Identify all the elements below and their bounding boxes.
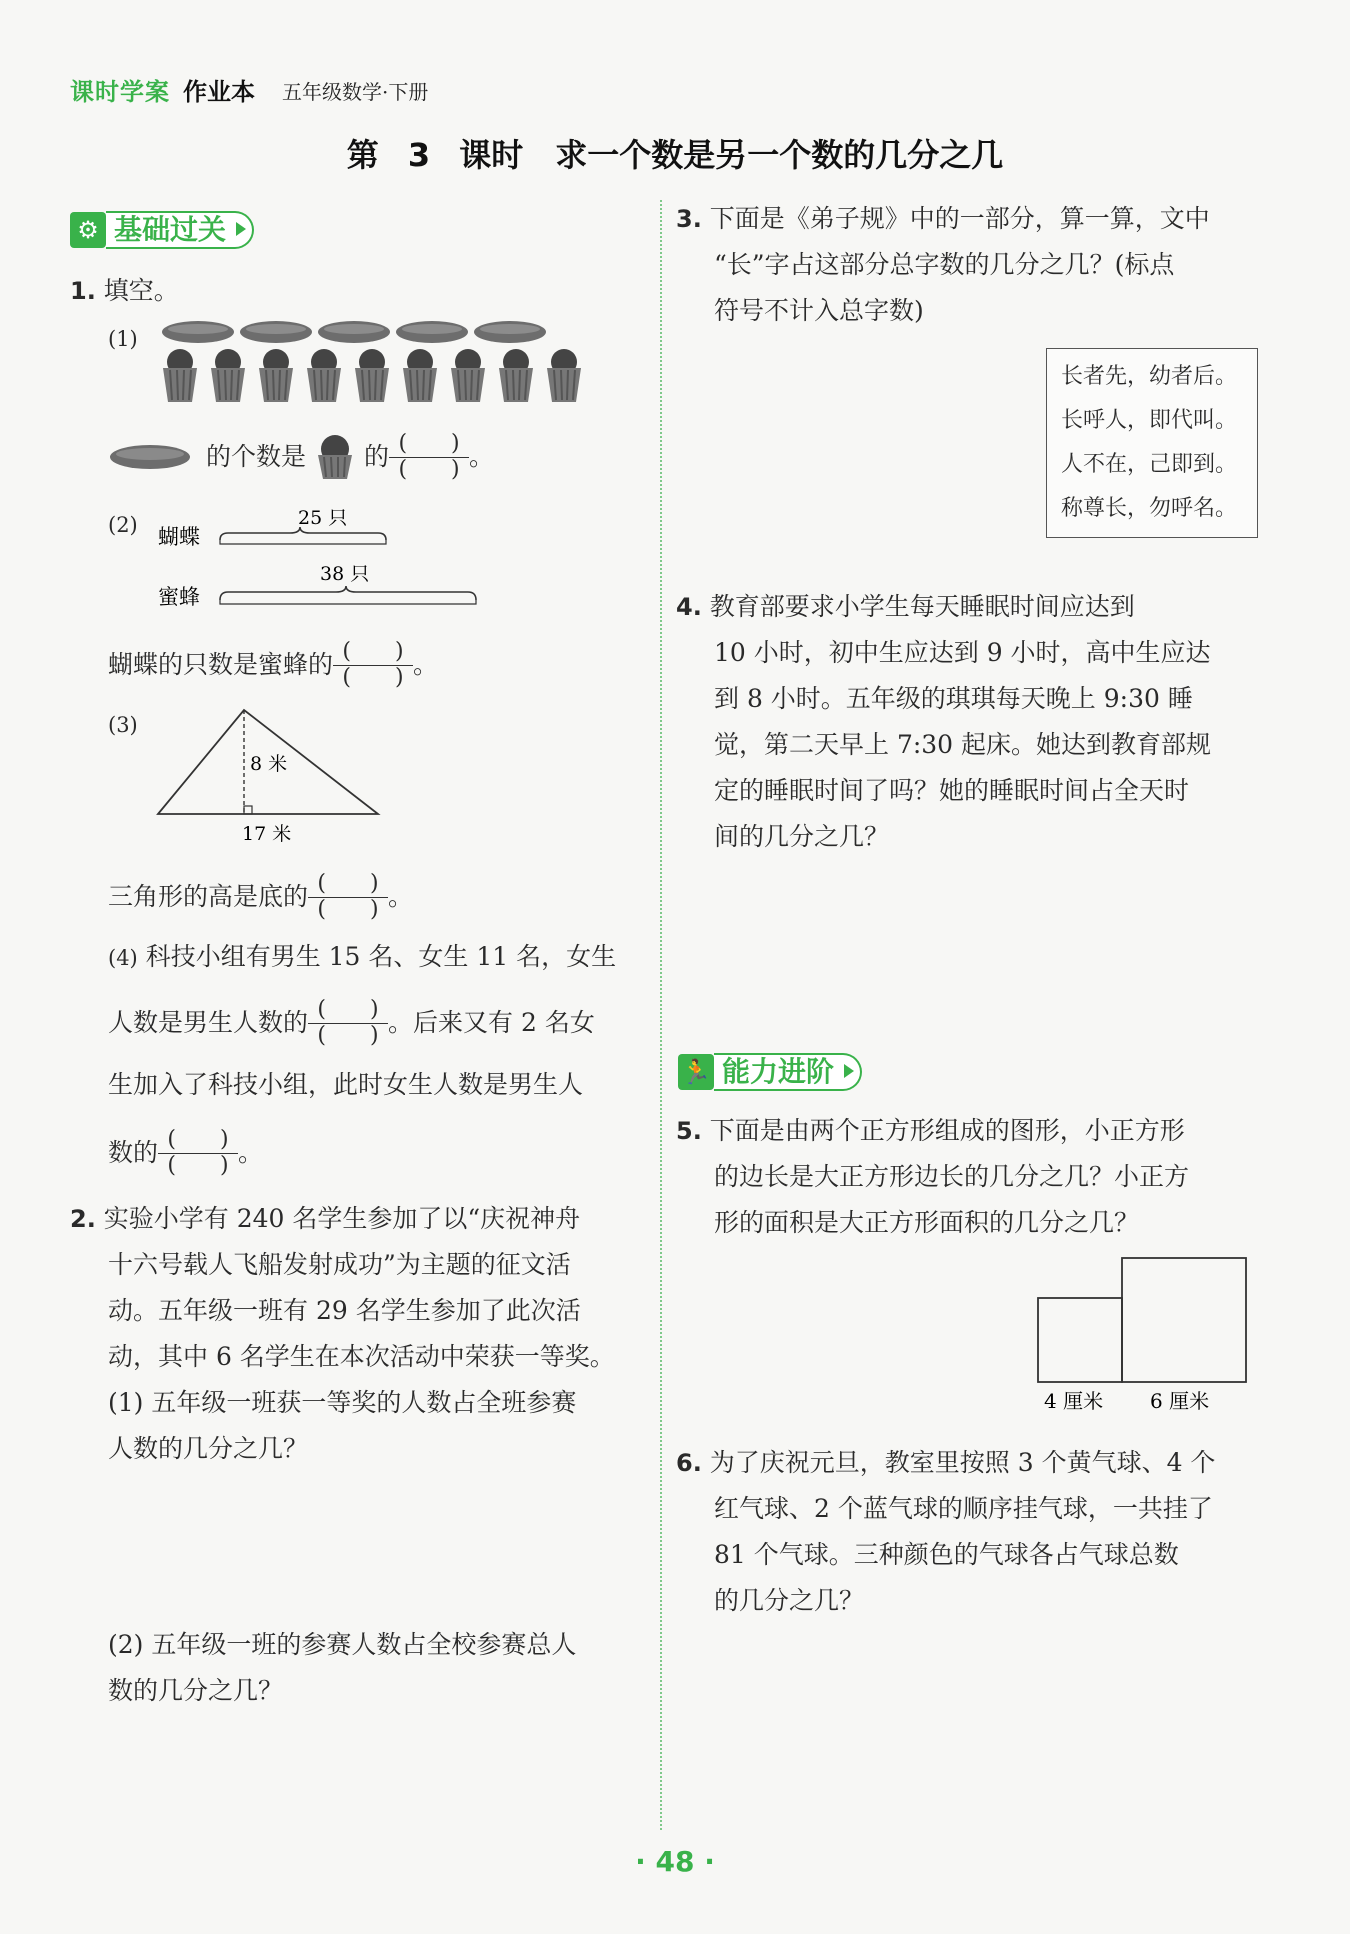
- poem-line: 人不在，己即到。: [1061, 452, 1238, 477]
- q4-number: 4.: [676, 593, 702, 621]
- muffin-icon: [355, 349, 389, 402]
- answer-fraction-4[interactable]: $\frac{( )}{( )}$: [308, 998, 388, 1048]
- page-number: · 48 ·: [635, 1845, 715, 1878]
- label-bee: 蜜蜂: [158, 585, 200, 609]
- muffin-icon: [211, 349, 245, 402]
- q3-number: 3.: [676, 205, 702, 233]
- muffin-icon: [307, 349, 341, 402]
- q1-p1-label: (1): [108, 327, 138, 351]
- label-38: 38 只: [320, 563, 370, 585]
- poem-line: 称尊长，勿呼名。: [1061, 496, 1238, 521]
- q5-number: 5.: [676, 1117, 702, 1145]
- muffin-icon: [451, 349, 485, 402]
- large-square-label: 6 厘米: [1150, 1389, 1210, 1413]
- small-square-label: 4 厘米: [1044, 1389, 1104, 1413]
- q6-text: 6. 为了庆祝元旦，教室里按照 3 个黄气球、4 个 红气球、2 个蓝气球的顺序挂气球，一共挂了 81 个气球。三种颜色的气球各占气球总数 的几分之几？: [676, 1448, 1216, 1615]
- muffin-icon: [547, 349, 581, 402]
- q1-p3-question: 三角形的高是底的 $\frac{( )}{( )}$ 。: [108, 871, 414, 922]
- q6-number: 6.: [676, 1449, 702, 1477]
- muffin-icon: [259, 349, 293, 402]
- q1-p1-t1: 的个数是: [206, 442, 307, 471]
- two-squares-figure: [1030, 1256, 1250, 1416]
- poem-box: [1046, 348, 1258, 538]
- arrow-icon: [844, 1064, 854, 1078]
- bread-icon: [162, 321, 234, 343]
- answer-fraction-2[interactable]: $\frac{( )}{( )}$: [333, 640, 413, 690]
- muffin-icon: [163, 349, 197, 402]
- q1-p2-question: 蝴蝶的只数是蜜蜂的 $\frac{( )}{( )}$ 。: [108, 639, 439, 690]
- q4-text: 4. 教育部要求小学生每天睡眠时间应达到 10 小时，初中生应达到 9 小时，高中生应达 到 8 小时。五年级的琪琪每天晚上 9:30 睡 觉，第二天早上 7:30 起床。她达到教育部规 定的睡眠时间了吗？她的睡眠时间占全天时 间的几分之几？: [676, 592, 1212, 851]
- bread-icon: [240, 321, 312, 343]
- q1-p4-line3: 生加入了科技小组，此时女生人数是男生人: [108, 1070, 584, 1099]
- book-name: 作业本: [183, 78, 255, 106]
- q1-p2-label: (2): [108, 513, 138, 537]
- section-advanced-header: [678, 1052, 862, 1092]
- q1-p1-question: 的个数是 的 $\frac{( )}{( )}$ 。: [108, 432, 494, 482]
- section-advanced-label: 能力进阶: [722, 1055, 835, 1088]
- q2-number: 2.: [70, 1205, 96, 1233]
- bread-icon: [318, 321, 390, 343]
- label-25: 25 只: [298, 507, 348, 529]
- answer-fraction-1[interactable]: $\frac{( )}{( )}$: [389, 432, 469, 482]
- muffin-icon: [403, 349, 437, 402]
- q2-sub2: (2) 五年级一班的参赛人数占全校参赛总人 数的几分之几？: [108, 1630, 577, 1705]
- gear-icon: ⚙: [70, 212, 106, 248]
- q1-number: 1.: [70, 277, 96, 305]
- bread-muffin-illustration: [156, 318, 596, 408]
- q1-p4-line4: 数的 $\frac{( )}{( )}$ 。: [108, 1127, 264, 1178]
- q1-text: 填空。: [103, 276, 179, 305]
- page-title: 第 3 课时 求一个数是另一个数的几分之几: [346, 136, 1004, 174]
- q1-p4-line2: 人数是男生人数的 $\frac{( )}{( )}$ 。后来又有 2 名女: [108, 997, 595, 1048]
- triangle-figure: [150, 700, 390, 850]
- q1-stem: [70, 268, 179, 314]
- section-basic-header: [70, 210, 254, 250]
- answer-fraction-3[interactable]: $\frac{( )}{( )}$: [308, 872, 388, 922]
- book-subtitle: 五年级数学·下册: [282, 80, 429, 104]
- label-butterfly: 蝴蝶: [158, 525, 200, 549]
- arrow-icon: [236, 222, 246, 236]
- runner-icon: 🏃: [678, 1054, 714, 1090]
- bread-icon: [474, 321, 546, 343]
- poem-line: 长者先，幼者后。: [1061, 364, 1238, 389]
- q1-p3-label: (3): [108, 713, 138, 737]
- brand-logo: 课时学案: [70, 78, 170, 106]
- muffin-icon: [312, 433, 358, 481]
- bread-icon: [396, 321, 468, 343]
- q1-p1-t2: 的: [364, 442, 390, 471]
- muffin-icon: [499, 349, 533, 402]
- q3-text: 3. 下面是《弟子规》中的一部分，算一算，文中 “长”字占这部分总字数的几分之几？(标点 符号不计入总字数): [676, 204, 1210, 325]
- column-divider: [660, 200, 662, 1830]
- answer-fraction-5[interactable]: $\frac{( )}{( )}$: [158, 1128, 238, 1178]
- section-basic-label: 基础过关: [114, 213, 227, 246]
- q5-text: 5. 下面是由两个正方形组成的图形，小正方形 的边长是大正方形边长的几分之几？小正方 形的面积是大正方形面积的几分之几？: [676, 1116, 1190, 1237]
- poem-line: 长呼人，即代叫。: [1061, 408, 1238, 433]
- height-label: 8 米: [250, 753, 288, 775]
- butterfly-bee-diagram: [150, 500, 490, 618]
- q2-text: 2. 实验小学有 240 名学生参加了以“庆祝神舟 十六号载人飞船发射成功”为主题的征文活 动。五年级一班有 29 名学生参加了此次活 动，其中 6 名学生在本次活动中荣获一等奖。 (1) 五年级一班获一等奖的人数占全班参赛 人数的几分之几？: [70, 1204, 615, 1463]
- base-label: 17 米: [242, 823, 292, 845]
- bread-icon: [108, 442, 192, 472]
- q1-p4-line1: (4) 科技小组有男生 15 名、女生 11 名，女生: [108, 942, 617, 971]
